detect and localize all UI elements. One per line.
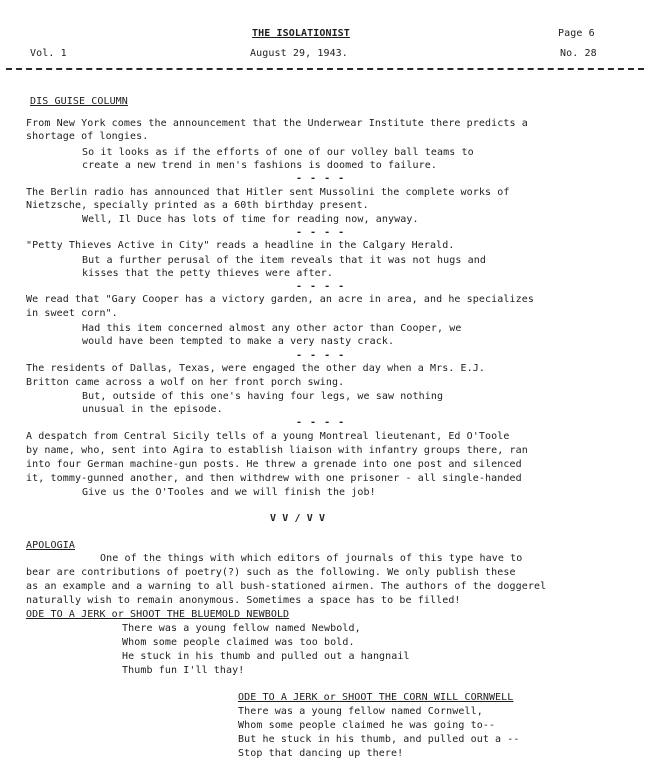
paragraph-line: But, outside of this one's having four legs, we saw nothing xyxy=(82,391,444,402)
paragraph-line: Give us the O'Tooles and we will finish the job! xyxy=(82,487,376,498)
paragraph-line: "Petty Thieves Active in City" reads a headline in the Calgary Herald. xyxy=(26,240,455,251)
poem-title: ODE TO A JERK or SHOOT THE BLUEMOLD NEWBOLD xyxy=(26,609,290,620)
poem-title: ODE TO A JERK or SHOOT THE CORN WILL CORNWELL xyxy=(238,692,514,703)
paragraph-line: shortage of longies. xyxy=(26,131,149,142)
paragraph-line: But a further perusal of the item reveals that it was not hugs and xyxy=(82,255,486,266)
paragraph-line: Britton came across a wolf on her front porch swing. xyxy=(26,377,345,388)
paragraph-line: One of the things with which editors of journals of this type have to xyxy=(100,553,523,564)
paragraph-line: would have been tempted to make a very nasty crack. xyxy=(82,336,395,347)
poem-line: There was a young fellow named Cornwell, xyxy=(238,706,483,717)
poem-line: Thumb fun I'll thay! xyxy=(122,665,245,676)
item-separator: - - - - xyxy=(296,417,346,428)
poem-line: Whom some people claimed was too bold. xyxy=(122,637,355,648)
item-separator: - - - - xyxy=(296,227,346,238)
poem-line: Whom some people claimed he was going to-- xyxy=(238,720,496,731)
paragraph-line: in sweet corn". xyxy=(26,308,118,319)
volume-label: Vol. 1 xyxy=(30,48,67,59)
paragraph-line: unusual in the episode. xyxy=(82,404,223,415)
newsletter-title: THE ISOLATIONIST xyxy=(252,28,350,39)
paragraph-line: From New York comes the announcement that the Underwear Institute there predicts a xyxy=(26,118,528,129)
poem-line: Stop that dancing up there! xyxy=(238,748,404,759)
paragraph-line: Nietzsche, specially printed as a 60th birthday present. xyxy=(26,200,369,211)
paragraph-line: So it looks as if the efforts of one of our volley ball teams to xyxy=(82,147,474,158)
paragraph-line: The residents of Dallas, Texas, were engaged the other day when a Mrs. E.J. xyxy=(26,363,486,374)
paragraph-line: We read that "Gary Cooper has a victory garden, an acre in area, and he specializes xyxy=(26,294,535,305)
section-heading-apologia: APOLOGIA xyxy=(26,540,75,551)
paragraph-line: kisses that the petty thieves were after. xyxy=(82,268,333,279)
item-separator: - - - - xyxy=(296,173,346,184)
paragraph-line: A despatch from Central Sicily tells of a young Montreal lieutenant, Ed O'Toole xyxy=(26,431,510,442)
header-divider xyxy=(6,68,644,70)
paragraph-line: The Berlin radio has announced that Hitler sent Mussolini the complete works of xyxy=(26,187,510,198)
poem-line: There was a young fellow named Newbold, xyxy=(122,623,361,634)
paragraph-line: it, tommy-gunned another, and then withdrew with one prisoner - all single-handed xyxy=(26,473,522,484)
paragraph-line: create a new trend in men's fashions is doomed to failure. xyxy=(82,160,437,171)
poem-line: He stuck in his thumb and pulled out a hangnail xyxy=(122,651,410,662)
paragraph-line: Well, Il Duce has lots of time for reading now, anyway. xyxy=(82,214,419,225)
page-number: Page 6 xyxy=(558,28,595,39)
paragraph-line: naturally wish to remain anonymous. Sometimes a space has to be filled! xyxy=(26,595,461,606)
section-heading-dis-guise: DIS GUISE COLUMN xyxy=(30,96,128,107)
poem-line: But he stuck in his thumb, and pulled out a -- xyxy=(238,734,520,745)
item-separator: - - - - xyxy=(296,350,346,361)
paragraph-line: by name, who, sent into Agira to establish liaison with infantry groups there, ran xyxy=(26,445,528,456)
paragraph-line: bear are contributions of poetry(?) such as the following. We only publish these xyxy=(26,567,516,578)
issue-date: August 29, 1943. xyxy=(250,48,348,59)
paragraph-line: Had this item concerned almost any other actor than Cooper, we xyxy=(82,323,462,334)
paragraph-line: into four German machine-gun posts. He threw a grenade into one post and silenced xyxy=(26,459,522,470)
issue-number: No. 28 xyxy=(560,48,597,59)
paragraph-line: as an example and a warning to all bush-stationed airmen. The authors of the doggerel xyxy=(26,581,547,592)
item-separator: - - - - xyxy=(296,281,346,292)
section-end-mark: V V / V V xyxy=(270,513,326,524)
